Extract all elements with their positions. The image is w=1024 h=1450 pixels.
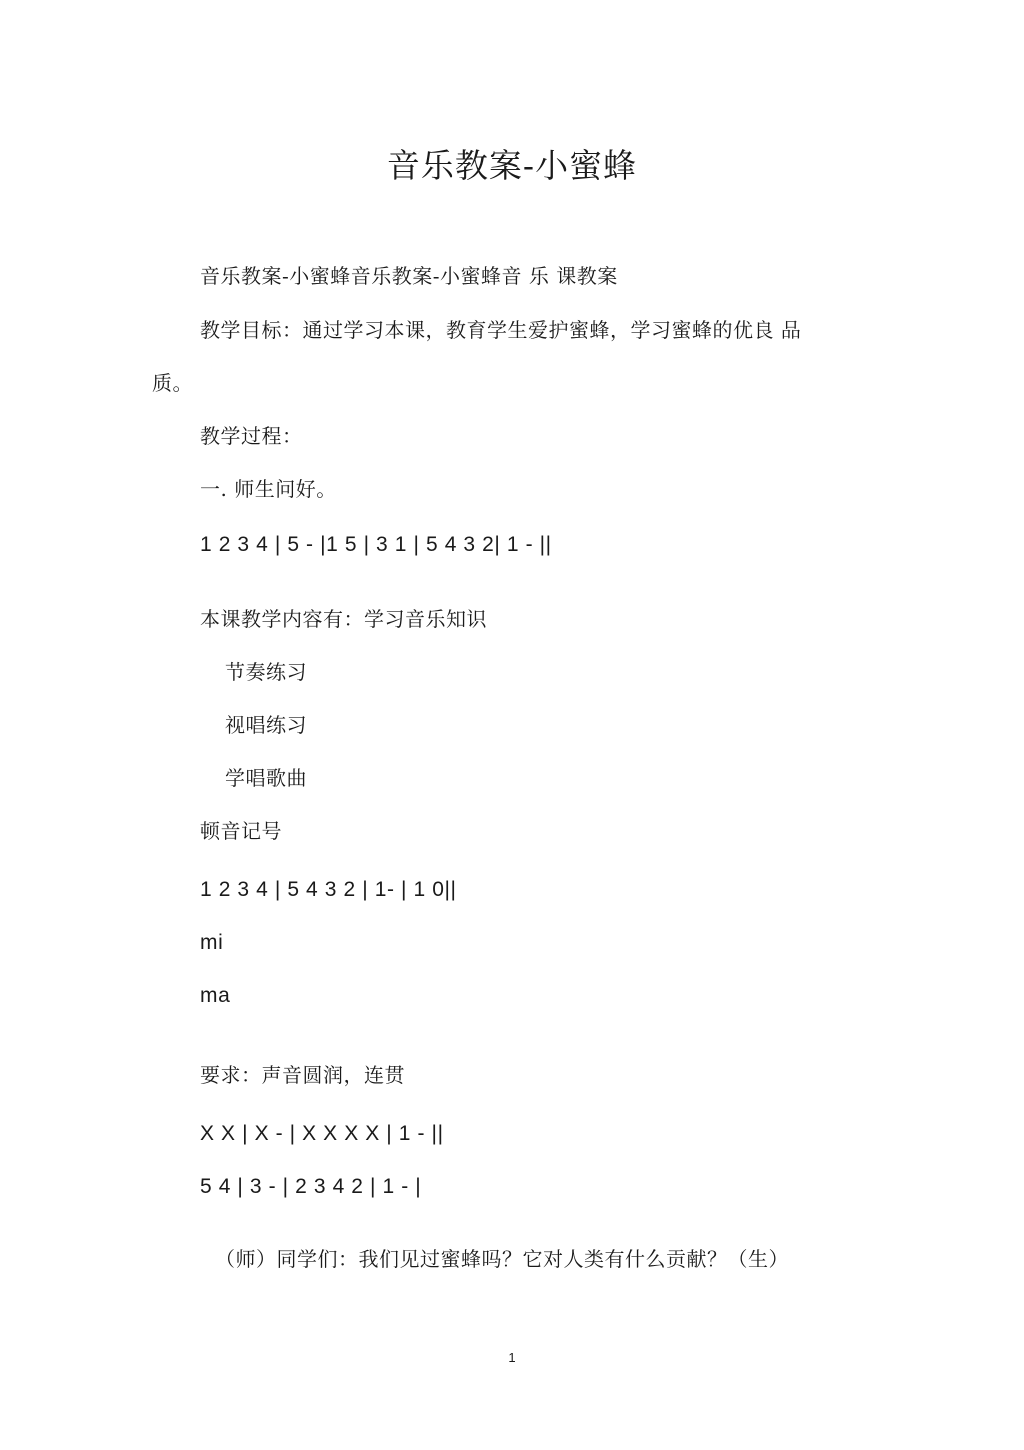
list-item-1: 节奏练习 [225, 660, 307, 684]
page-number: 1 [508, 1350, 516, 1365]
document-title: 音乐教案-小蜜蜂 [386, 146, 638, 185]
notation-line-3: X X | X - | X X X X | 1 - || [200, 1122, 444, 1145]
syllable-line-2: ma [200, 984, 231, 1007]
text-line-5: 一. 师生问好。 [200, 477, 337, 501]
text-line-6: 本课教学内容有：学习音乐知识 [200, 607, 487, 631]
notation-line-2: 1 2 3 4 | 5 4 3 2 | 1- | 1 0|| [200, 878, 457, 901]
notation-line-1: 1 2 3 4 | 5 - |1 5 | 3 1 | 5 4 3 2| 1 - || [200, 533, 552, 556]
text-line-2: 教学目标：通过学习本课，教育学生爱护蜜蜂，学习蜜蜂的优良 品 [200, 318, 802, 342]
text-line-1: 音乐教案-小蜜蜂音乐教案-小蜜蜂音 乐 课教案 [200, 264, 618, 288]
text-line-4: 教学过程： [200, 424, 303, 448]
text-line-9: （师）同学们：我们见过蜜蜂吗？它对人类有什么贡献？（生） [215, 1247, 789, 1271]
syllable-line-1: mi [200, 931, 224, 954]
text-line-7: 顿音记号 [200, 819, 282, 843]
list-item-3: 学唱歌曲 [225, 766, 307, 790]
notation-line-4: 5 4 | 3 - | 2 3 4 2 | 1 - | [200, 1175, 422, 1198]
list-item-2: 视唱练习 [225, 713, 307, 737]
text-line-3: 质。 [152, 371, 193, 395]
text-line-8: 要求：声音圆润，连贯 [200, 1063, 405, 1087]
